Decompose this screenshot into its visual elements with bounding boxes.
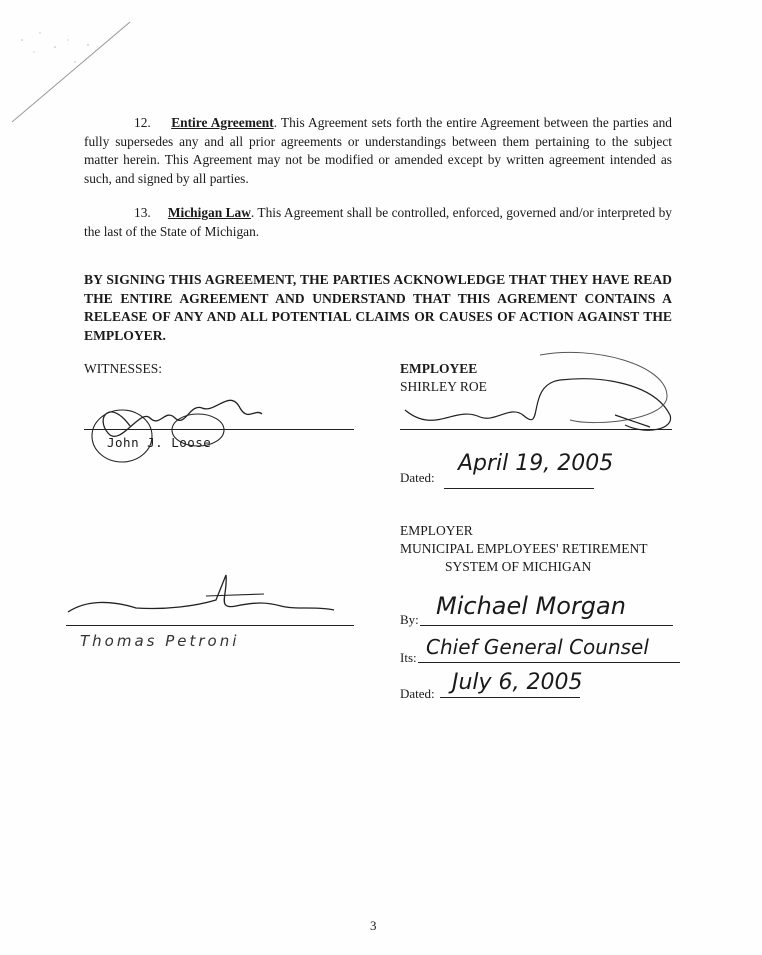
employer-dated-label: Dated: — [400, 686, 435, 701]
employer-dated-value: July 6, 2005 — [452, 670, 583, 695]
employee-name: SHIRLEY ROE — [400, 379, 487, 394]
section-title: Entire Agreement — [171, 115, 274, 130]
witness1-signature-line — [84, 429, 354, 430]
section-body: . This Agreement shall be controlled, enforced, governed and/or interpreted by the last of the State of Michigan. — [84, 205, 672, 239]
employer-name-line1: MUNICIPAL EMPLOYEES' RETIREMENT — [400, 541, 648, 556]
witness2-signature-line — [66, 625, 354, 626]
section-number: 13. — [134, 205, 151, 220]
witness2-signature — [66, 570, 336, 625]
employer-its-value: Chief General Counsel — [426, 635, 649, 659]
employee-dated-line — [444, 488, 594, 489]
employer-its-line — [418, 662, 680, 663]
scan-artifact-mark — [0, 0, 140, 130]
employee-dated-value: April 19, 2005 — [458, 451, 614, 476]
section-title: Michigan Law — [167, 205, 251, 220]
employee-heading: EMPLOYEE — [400, 361, 478, 376]
section-13 — [84, 204, 672, 241]
witness1-name: John J. Loose — [107, 435, 212, 450]
section-12 — [84, 114, 672, 188]
employee-signature-line — [400, 429, 672, 430]
employer-by-label: By: — [400, 612, 419, 627]
acknowledgement-statement: BY SIGNING THIS AGREEMENT, THE PARTIES ACKNOWLEDGE THAT THEY HAVE READ THE ENTIRE AGREEMENT AND UNDERSTAND THAT THIS AGREMENT CONTAINS A RELEASE OF ANY AND ALL POTENTIAL CLAIMS OR CAUSES OF ACTION AGAINST THE EMPLOYER. — [84, 272, 672, 343]
section-body: . This Agreement sets forth the entire Agreement between the parties and fully supersedes any and all prior agreements or understandings between them pertaining to the subject matter herein. This Agreement may not be modified or amended except by written agreement intended as such, and signed by all parties. — [84, 115, 672, 186]
witnesses-heading: WITNESSES: — [84, 361, 163, 376]
employer-heading: EMPLOYER — [400, 523, 473, 538]
employer-name-line2: SYSTEM OF MICHIGAN — [445, 559, 592, 574]
employer-dated-line — [440, 697, 580, 698]
employee-signature — [395, 345, 680, 450]
page-number: 3 — [370, 918, 377, 933]
witness1-signature — [90, 378, 270, 468]
employer-by-signature: Michael Morgan — [436, 592, 626, 620]
employer-by-line — [420, 625, 673, 626]
employer-its-label: Its: — [400, 650, 417, 665]
witness2-name: Thomas Petroni — [80, 632, 240, 650]
employee-dated-label: Dated: — [400, 470, 435, 485]
section-number: 12. — [134, 115, 151, 130]
